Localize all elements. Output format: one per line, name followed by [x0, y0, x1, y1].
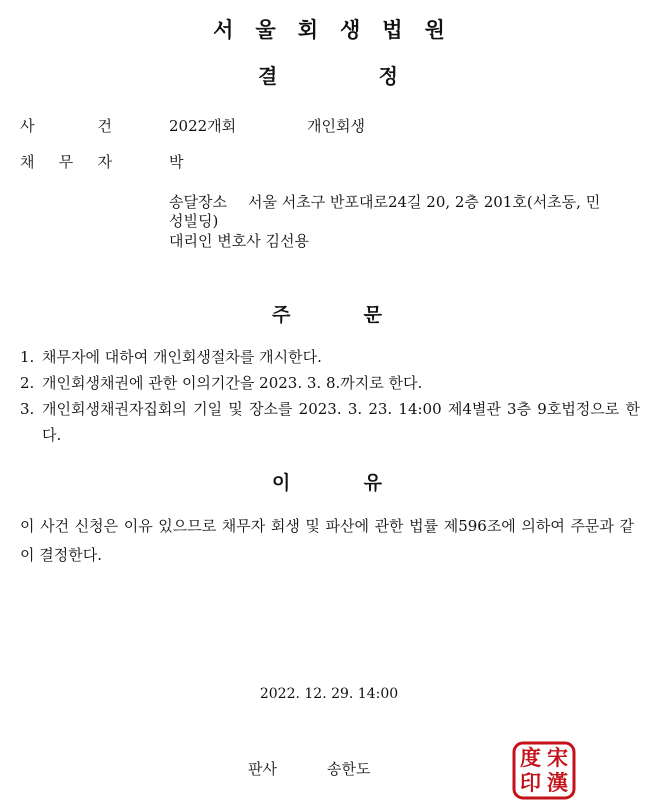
reason-heading-char: 이 — [272, 472, 291, 494]
order-item-number: 1. — [20, 348, 35, 366]
judge-name: 송한도 — [327, 760, 371, 778]
order-item-text: 개인회생채권자집회의 기일 및 장소를 2023. 3. 23. 14:00 제4별관 3층 9호법정으로 한다. — [42, 400, 640, 444]
case-label — [20, 115, 112, 136]
debtor-name: 박 — [169, 153, 184, 171]
seal-glyph: 度 — [520, 745, 541, 770]
debtor-label — [20, 151, 112, 172]
document-title-char: 결 — [258, 64, 278, 88]
case-label-char: 건 — [97, 117, 112, 135]
order-list — [20, 344, 640, 448]
case-label-char: 사 — [20, 117, 35, 135]
case-type: 개인회생 — [307, 117, 365, 135]
seal-glyph: 宋 — [547, 745, 568, 770]
order-item — [20, 396, 640, 448]
order-item-number: 3. — [20, 400, 35, 418]
order-item-text: 채무자에 대하여 개인회생절차를 개시한다. — [42, 348, 322, 366]
debtor-label-char: 채 — [20, 153, 35, 171]
agent: 대리인 변호사 김선용 — [169, 232, 309, 250]
address-line-2: 성빌딩) — [169, 212, 219, 230]
document-title-char: 정 — [378, 64, 398, 88]
order-heading-char: 주 — [272, 304, 291, 326]
document-title — [258, 60, 398, 89]
debtor-label-char: 무 — [58, 153, 74, 171]
seal-glyph: 漢 — [547, 770, 568, 795]
address-line-1: 서울 서초구 반포대로24길 20, 2층 201호(서초동, 민 — [248, 193, 601, 211]
reason-heading-char: 유 — [363, 472, 382, 494]
order-heading-char: 문 — [363, 304, 382, 326]
reason-heading — [272, 468, 382, 495]
case-number: 2022개회 — [169, 117, 237, 135]
order-item-number: 2. — [20, 374, 35, 392]
court-name: 서울회생법원 — [213, 18, 467, 42]
order-heading — [272, 300, 382, 327]
order-item — [20, 344, 640, 370]
address-label: 송달장소 — [169, 193, 227, 211]
judge-label: 판사 — [248, 760, 277, 778]
debtor-label-char: 자 — [97, 153, 112, 171]
judge-seal-stamp — [512, 740, 576, 800]
order-item — [20, 370, 640, 396]
order-item-text: 개인회생채권에 관한 이의기간을 2023. 3. 8.까지로 한다. — [42, 374, 423, 392]
decision-date: 2022. 12. 29. 14:00 — [259, 686, 399, 702]
seal-glyph: 印 — [520, 770, 541, 795]
reason-text: 이 사건 신청은 이유 있으므로 채무자 회생 및 파산에 관한 법률 제596조에 의하여 주문과 같이 결정한다. — [20, 517, 634, 564]
